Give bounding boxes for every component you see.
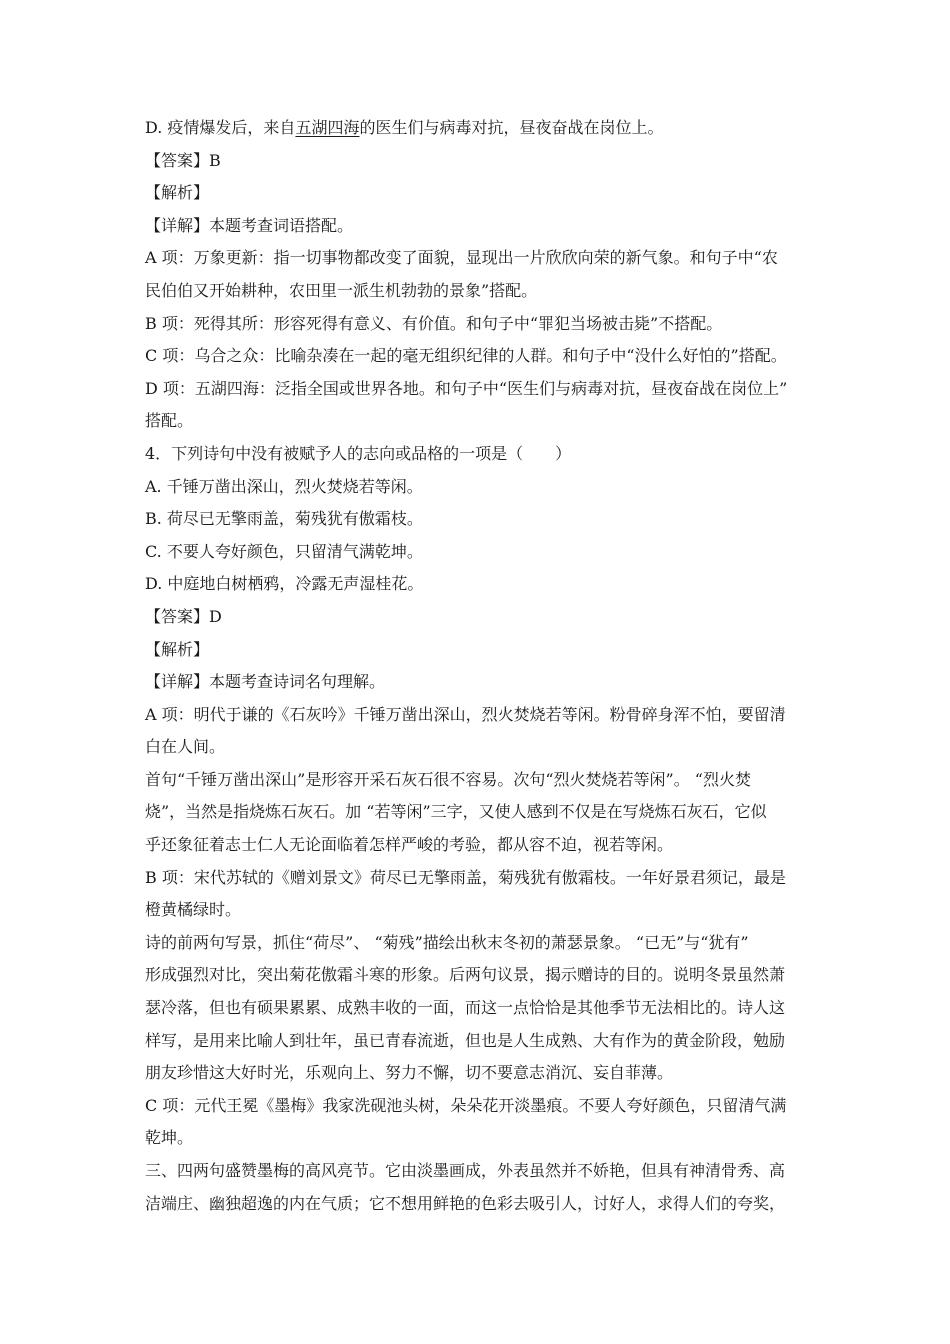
explanation-line: 首句“千锤万凿出深山”是形容开采石灰石很不容易。次句“烈火焚烧若等闲”。 “烈火焚 [145, 769, 751, 789]
detail-line: 【详解】本题考查词语搭配。 [145, 215, 354, 235]
option-d-text-before: D. 疫情爆发后，来自 [145, 118, 296, 137]
explanation-line: 乾坤。 [145, 1128, 194, 1148]
question-4-stem: 4．下列诗句中没有被赋予人的志向或品格的一项是（ ） [145, 443, 572, 463]
explanation-line: C 项：元代王冕《墨梅》我家洗砚池头树，朵朵花开淡墨痕。不要人夸好颜色，只留清气满 [145, 1095, 787, 1115]
explanation-line: B 项：死得其所：形容死得有意义、有价值。和句子中“罪犯当场被击毙”不搭配。 [145, 313, 723, 333]
explanation-line: 朋友珍惜这大好时光，乐观向上、努力不懈，切不要意志消沉、妄自菲薄。 [145, 1063, 674, 1083]
underlined-idiom: 五湖四海 [295, 118, 360, 137]
explanation-line: 烧”，当然是指烧炼石灰石。加 “若等闲”三字，又使人感到不仅是在写烧炼石灰石，它似 [145, 802, 767, 822]
analysis-label: 【解析】 [145, 183, 210, 203]
document-page [145, 112, 815, 1220]
explanation-line: 乎还象征着志士仁人无论面临着怎样严峻的考验，都从容不迫，视若等闲。 [145, 835, 674, 855]
explanation-line: 搭配。 [145, 411, 194, 431]
answer-label: 【答案】D [145, 606, 222, 626]
question-4-option-b: B. 荷尽已无擎雨盖，菊残犹有傲霜枝。 [145, 509, 423, 529]
question-3-option-d [145, 112, 815, 145]
explanation-line: 橙黄橘绿时。 [145, 900, 242, 920]
option-d-text-after: 的医生们与病毒对抗，昼夜奋战在岗位上。 [359, 118, 664, 137]
explanation-line: C 项：乌合之众：比喻杂凑在一起的毫无组织纪律的人群。和句子中“没什么好怕的”搭配。 [145, 346, 787, 366]
explanation-line: A 项：明代于谦的《石灰吟》千锤万凿出深山，烈火焚烧若等闲。粉骨碎身浑不怕，要留清 [145, 704, 786, 724]
question-4-option-a: A. 千锤万凿出深山，烈火焚烧若等闲。 [145, 476, 423, 496]
explanation-line: A 项：万象更新：指一切事物都改变了面貌，显现出一片欣欣向荣的新气象。和句子中“农 [145, 248, 778, 268]
explanation-line: B 项：宋代苏轼的《赠刘景文》荷尽已无擎雨盖，菊残犹有傲霜枝。一年好景君须记，最是 [145, 867, 786, 887]
question-4-option-c: C. 不要人夸好颜色，只留清气满乾坤。 [145, 541, 423, 561]
answer-label: 【答案】B [145, 150, 221, 170]
question-4-option-d: D. 中庭地白树栖鸦，冷露无声湿桂花。 [145, 574, 424, 594]
detail-line: 【详解】本题考查诗词名句理解。 [145, 672, 386, 692]
explanation-line: 诗的前两句写景，抓住“荷尽”、 “菊残”描绘出秋末冬初的萧瑟景象。 “已无”与“犹有” [145, 932, 749, 952]
explanation-line: 洁端庄、幽独超逸的内在气质；它不想用鲜艳的色彩去吸引人，讨好人，求得人们的夸奖， [145, 1193, 786, 1213]
analysis-label: 【解析】 [145, 639, 210, 659]
explanation-line: 形成强烈对比，突出菊花傲霜斗寒的形象。后两句议景，揭示赠诗的目的。说明冬景虽然萧 [145, 965, 786, 985]
explanation-line: 白在人间。 [145, 737, 226, 757]
explanation-line: 瑟冷落，但也有硕果累累、成熟丰收的一面，而这一点恰恰是其他季节无法相比的。诗人这 [145, 998, 786, 1018]
explanation-line: D 项：五湖四海：泛指全国或世界各地。和句子中“医生们与病毒对抗，昼夜奋战在岗位上” [145, 378, 788, 398]
explanation-line: 民伯伯又开始耕种，农田里一派生机勃勃的景象”搭配。 [145, 280, 538, 300]
explanation-line: 三、四两句盛赞墨梅的高风亮节。它由淡墨画成，外表虽然并不娇艳，但具有神清骨秀、高 [145, 1161, 786, 1180]
explanation-line: 样写，是用来比喻人到壮年，虽已青春流逝，但也是人生成熟、大有作为的黄金阶段，勉励 [145, 1030, 786, 1050]
